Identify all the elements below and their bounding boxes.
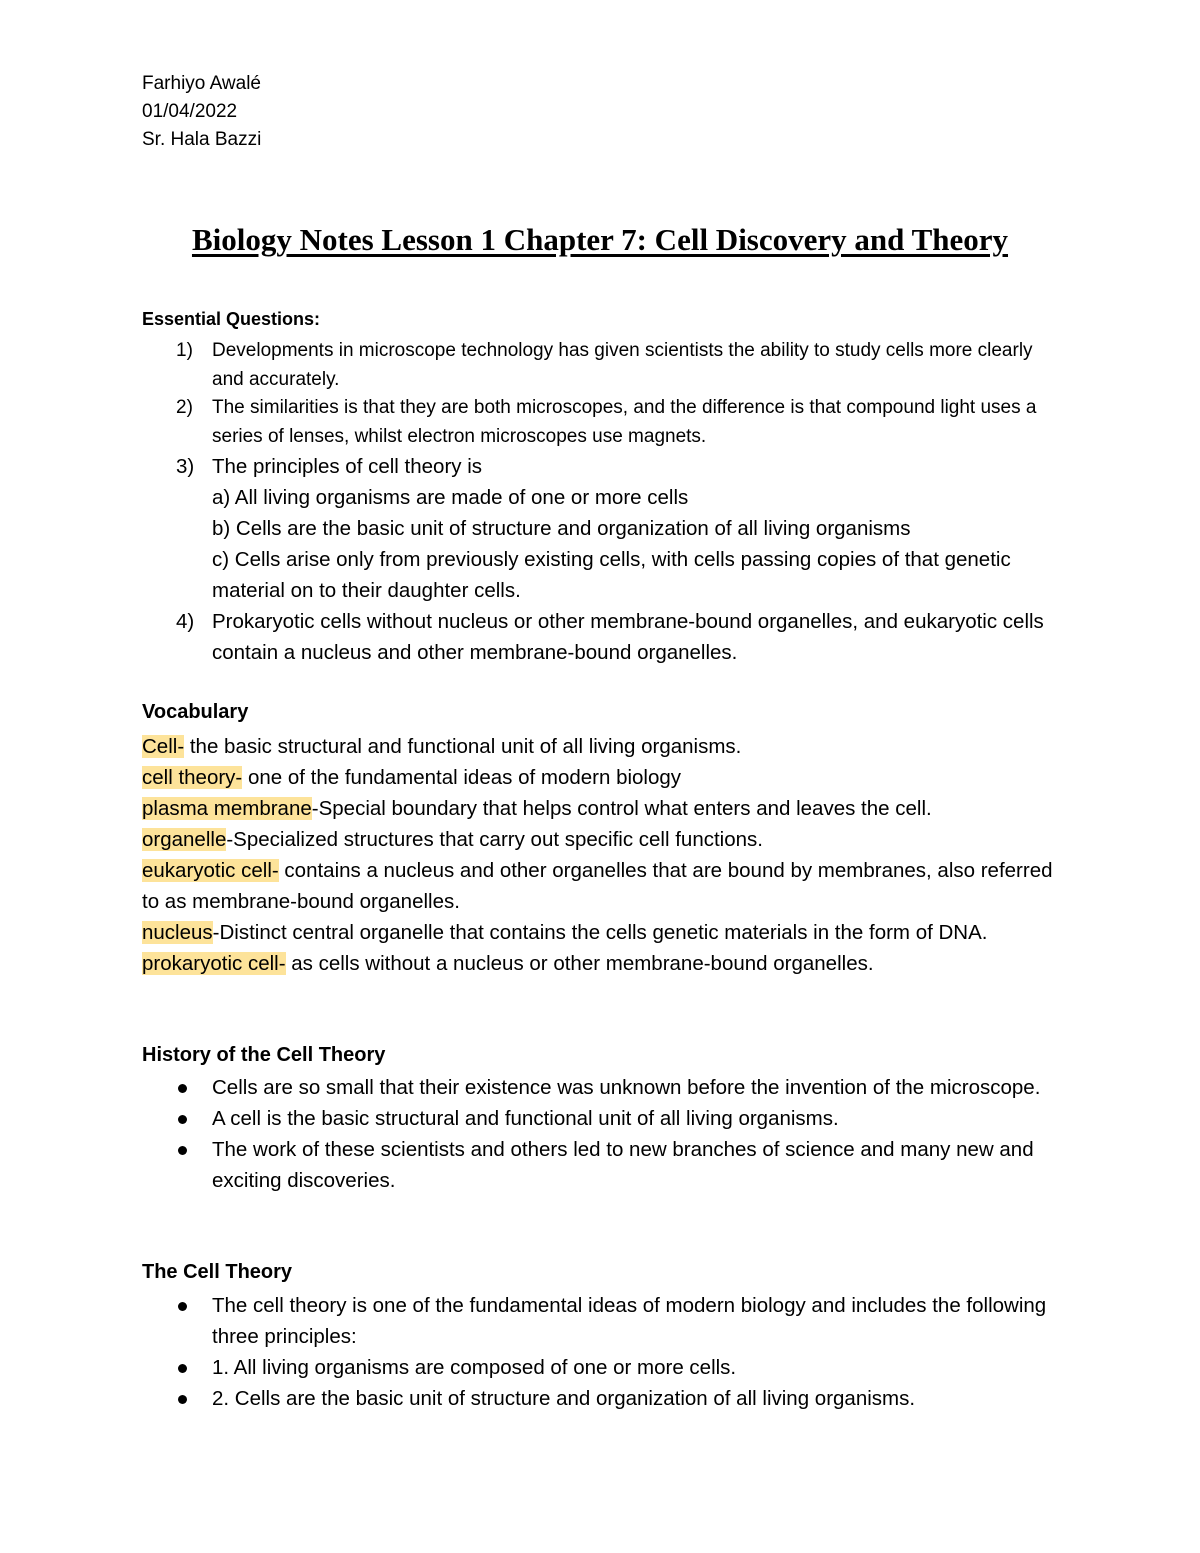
list-item: [142, 1383, 1062, 1414]
student-name: Farhiyo Awalé: [142, 73, 261, 94]
question-item: [142, 394, 1062, 451]
bullet-icon: [178, 1115, 187, 1124]
vocab-definition: contains a nucleus and other organelles that are bound by membranes, also referred to as membrane-bound organelles.: [142, 859, 1053, 913]
item-text: A cell is the basic structural and functional unit of all living organisms.: [212, 1107, 839, 1130]
bullet-icon: [178, 1364, 187, 1373]
sub-item: a) All living organisms are made of one or more cells: [212, 486, 689, 509]
vocab-entry: [142, 824, 1062, 855]
item-text: The principles of cell theory is: [212, 455, 483, 478]
vocab-entry: [142, 855, 1062, 917]
item-text: Developments in microscope technology has given scientists the ability to study cells more clearly and accurately.: [212, 340, 1033, 390]
vocab-term: eukaryotic cell-: [142, 859, 279, 882]
list-item: [142, 1290, 1062, 1352]
question-item: [142, 337, 1062, 394]
sub-item: b) Cells are the basic unit of structure and organization of all living organisms: [212, 517, 911, 540]
student-header: [142, 70, 261, 154]
vocab-entry: [142, 762, 1062, 793]
vocab-definition: the basic structural and functional unit of all living organisms.: [184, 735, 742, 758]
vocab-entry: [142, 948, 1062, 979]
vocabulary-list: [142, 731, 1062, 979]
vocab-definition: -Specialized structures that carry out specific cell functions.: [226, 828, 763, 851]
vocab-entry: [142, 917, 1062, 948]
date: 01/04/2022: [142, 101, 238, 122]
teacher-name: Sr. Hala Bazzi: [142, 129, 262, 150]
vocab-definition: as cells without a nucleus or other membrane-bound organelles.: [285, 952, 874, 975]
cell-theory-list: [142, 1290, 1062, 1414]
item-text: 1. All living organisms are composed of one or more cells.: [212, 1356, 737, 1379]
item-text: The work of these scientists and others led to new branches of science and many new and exciting discoveries.: [212, 1138, 1034, 1192]
vocab-term: nucleus: [142, 921, 213, 944]
item-text: The similarities is that they are both microscopes, and the difference is that compound light uses a series of lenses, whilst electron microscopes use magnets.: [212, 397, 1037, 447]
item-text: Cells are so small that their existence was unknown before the invention of the microscope.: [212, 1076, 1041, 1099]
vocab-term: prokaryotic cell-: [142, 952, 286, 975]
list-item: [142, 1352, 1062, 1383]
essential-questions-list: [142, 337, 1062, 668]
question-item: [142, 451, 1062, 606]
history-list: [142, 1072, 1062, 1196]
vocab-entry: [142, 731, 1062, 762]
vocab-term: Cell-: [142, 735, 185, 758]
history-heading: History of the Cell Theory: [142, 1044, 386, 1066]
item-number: 4): [176, 610, 195, 633]
item-text: 2. Cells are the basic unit of structure and organization of all living organisms.: [212, 1387, 916, 1410]
vocab-term: plasma membrane: [142, 797, 312, 820]
bullet-icon: [178, 1302, 187, 1311]
item-text: The cell theory is one of the fundamental ideas of modern biology and includes the following three principles:: [212, 1294, 1047, 1348]
vocab-term: cell theory-: [142, 766, 243, 789]
list-item: [142, 1072, 1062, 1103]
sub-item: c) Cells arise only from previously existing cells, with cells passing copies of that genetic material on to their daughter cells.: [212, 548, 1011, 602]
page-title: Biology Notes Lesson 1 Chapter 7: Cell Discovery and Theory: [191, 222, 1009, 257]
bullet-icon: [178, 1395, 187, 1404]
vocab-definition: -Special boundary that helps control what enters and leaves the cell.: [311, 797, 932, 820]
vocab-definition: -Distinct central organelle that contains the cells genetic materials in the form of DNA.: [212, 921, 988, 944]
item-number: 1): [176, 340, 193, 361]
bullet-icon: [178, 1084, 187, 1093]
item-text: Prokaryotic cells without nucleus or other membrane-bound organelles, and eukaryotic cells contain a nucleus and other membrane-bound organelles.: [212, 610, 1044, 664]
question-item: [142, 606, 1062, 668]
vocabulary-heading: Vocabulary: [142, 701, 249, 723]
item-number: 2): [176, 397, 193, 418]
list-item: [142, 1103, 1062, 1134]
vocab-definition: one of the fundamental ideas of modern biology: [242, 766, 682, 789]
bullet-icon: [178, 1146, 187, 1155]
cell-theory-heading: The Cell Theory: [142, 1261, 293, 1283]
vocab-term: organelle: [142, 828, 227, 851]
list-item: [142, 1134, 1062, 1196]
item-number: 3): [176, 455, 195, 478]
essential-questions-heading: Essential Questions:: [142, 309, 321, 329]
vocab-entry: [142, 793, 1062, 824]
